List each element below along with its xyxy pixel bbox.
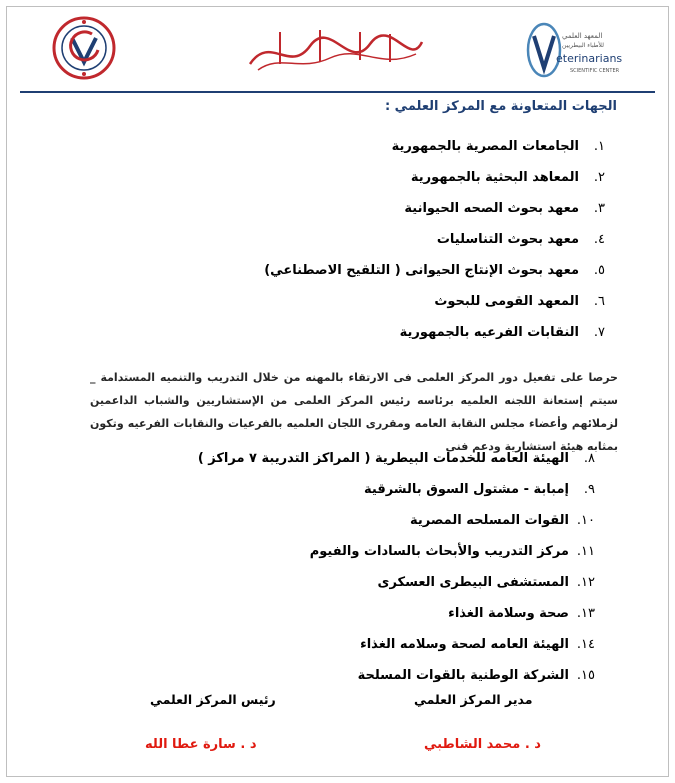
syndicate-calligraphy-logo <box>240 24 430 80</box>
manager-title: مدير المركز العلمي <box>414 692 533 707</box>
list-item: ١.الجامعات المصرية بالجمهورية <box>391 139 605 154</box>
syndicate-seal-logo <box>52 16 116 80</box>
list-item: ١٢.المستشفى البيطرى العسكرى <box>377 575 595 590</box>
list-item: ١١.مركز التدريب والأبحاث بالسادات والفيوم <box>309 544 595 559</box>
list-item: ٩.إمبابة - مشتول السوق بالشرقية <box>364 482 595 497</box>
list-item: ٤.معهد بحوث التناسليات <box>436 232 605 247</box>
svg-text:eterinarians: eterinarians <box>556 52 623 65</box>
manager-name: د . محمد الشاطبي <box>424 737 541 752</box>
list-item: ٦.المعهد القومى للبحوث <box>434 294 605 309</box>
svg-text:المعهد العلمي: المعهد العلمي <box>562 32 603 40</box>
header-divider <box>20 91 655 93</box>
list-item: ١٤.الهيئة العامه لصحة وسلامه الغذاء <box>360 637 595 652</box>
list-item: ٣.معهد بحوث الصحه الحيوانية <box>404 201 605 216</box>
list-item: ١٣.صحة وسلامة الغذاء <box>448 606 595 621</box>
letterhead <box>0 0 675 95</box>
list-item: ٥.معهد بحوث الإنتاج الحيوانى ( التلقيح الاصطناعي) <box>264 263 605 278</box>
scientific-center-logo <box>522 14 632 84</box>
list-item: ٨.الهيئة العامه للخدمات البيطرية ( المراكز التدريبة ٧ مراكز ) <box>197 451 595 466</box>
advisory-paragraph: حرصا على تفعيل دور المركز العلمى فى الارتقاء بالمهنه من خلال التدريب والتنميه المستدامة _ سيتم إستعانة اللجنه العلميه برئاسه رئيس المركز العلمى من الإستشاريين والشباب الداعمين لزملائهم وأعضاء مجلس النقابة العامه ومقررى اللجان العلميه بالفرعيات والنقابات الفرعيه وتكون بمثابه هيئة استشارية ودعم فنى <box>90 371 618 453</box>
list-item: ٢.المعاهد البحثية بالجمهورية <box>410 170 605 185</box>
list-item: ١٥.الشركة الوطنية بالقوات المسلحة <box>357 668 595 683</box>
list-item: ٧.النقابات الفرعيه بالجمهورية <box>399 325 605 340</box>
page-title: الجهات المتعاونة مع المركز العلمي : <box>384 99 617 114</box>
partners-list-part2 <box>198 443 595 691</box>
list-item: ١٠.القوات المسلحه المصرية <box>410 513 595 528</box>
svg-text:للأطباء البيطريين: للأطباء البيطريين <box>562 42 604 49</box>
head-title: رئيس المركز العلمي <box>150 692 276 707</box>
svg-text:SCIENTIFIC CENTER: SCIENTIFIC CENTER <box>570 68 620 74</box>
head-name: د . سارة عطا الله <box>145 737 257 752</box>
partners-list-part1 <box>264 131 605 348</box>
